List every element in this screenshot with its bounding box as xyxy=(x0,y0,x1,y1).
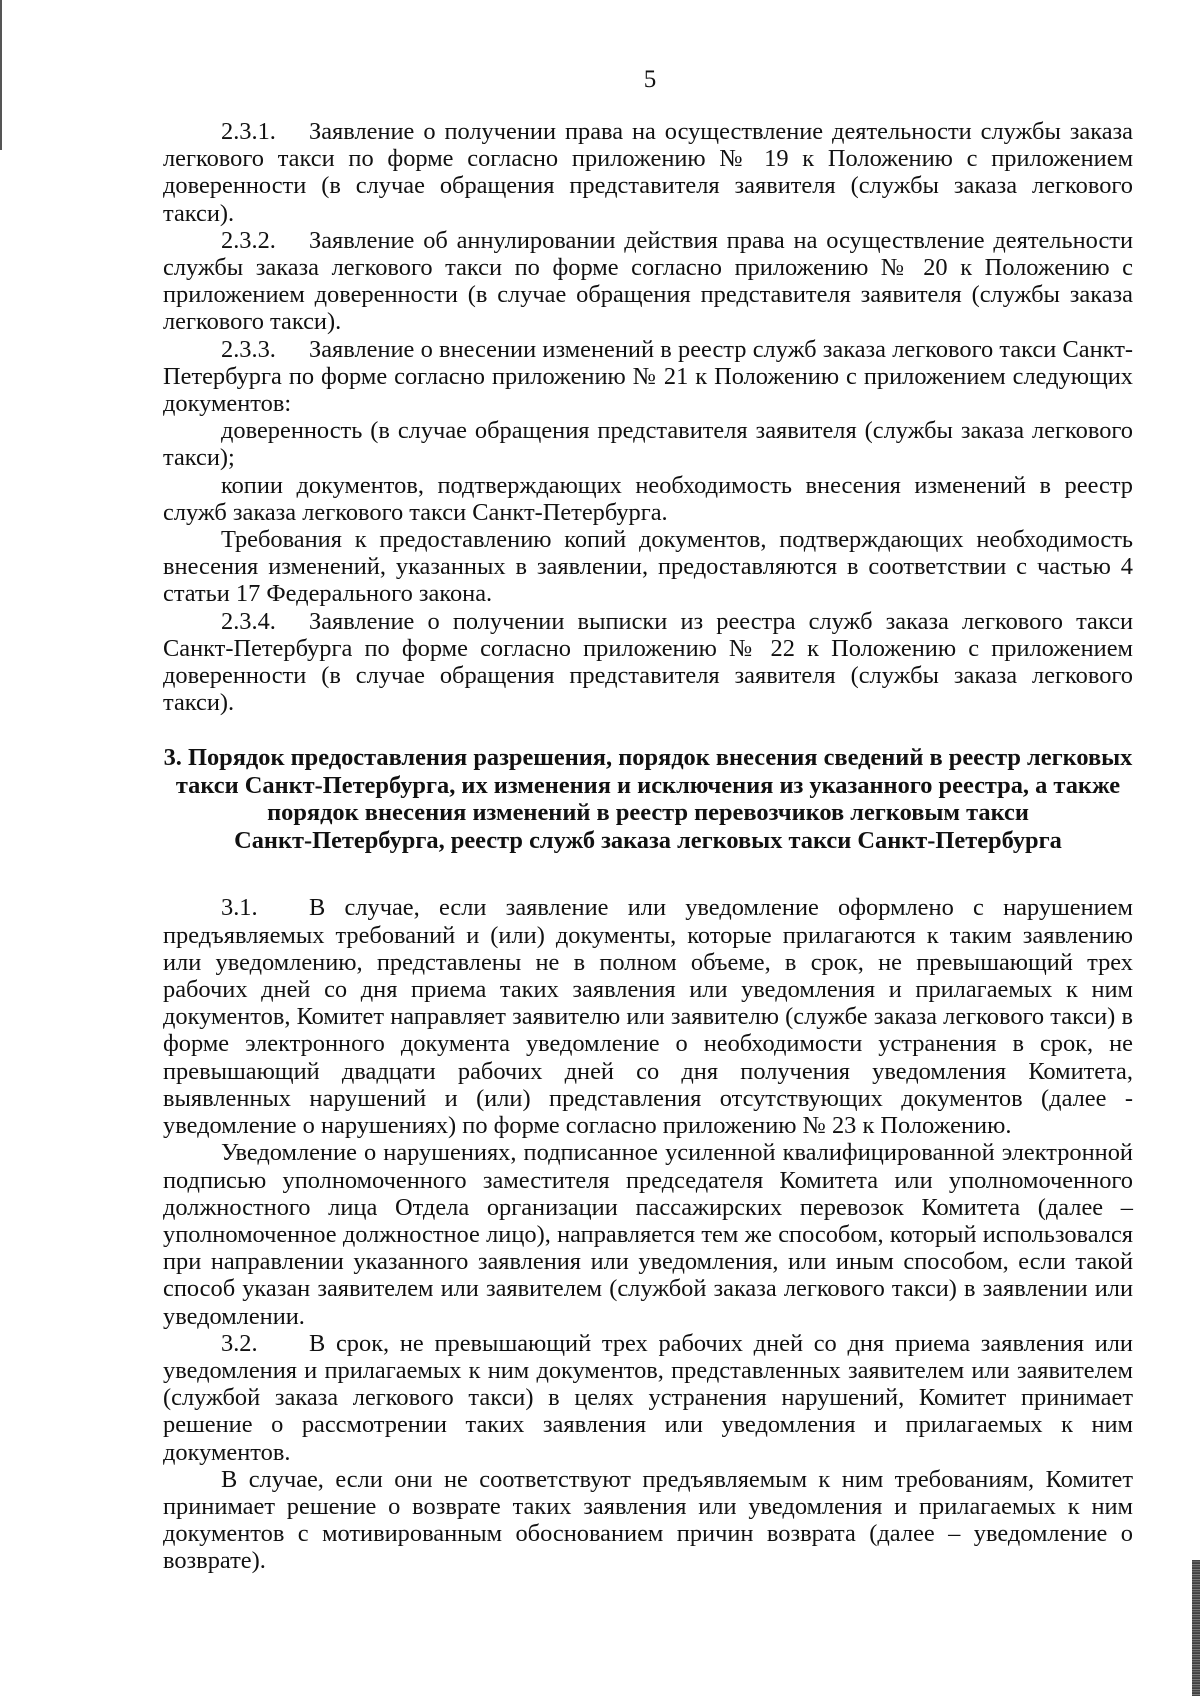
paragraph-2-3-2 xyxy=(163,227,1133,336)
paragraph-number: 3.1. xyxy=(221,894,258,922)
paragraph-text: Заявление о получении выписки из реестра служб заказа легкового такси Санкт-Петербурга по форме согласно приложению № 22 к Положению с приложением доверенности (в случае обращения представителя заявителя (службы заказа легкового такси). xyxy=(163,607,1133,717)
paragraph-return-notice xyxy=(163,1466,1133,1575)
section-3-paragraphs xyxy=(163,894,1133,1574)
paragraph-text: доверенность (в случае обращения представителя заявителя (службы заказа легкового такси); xyxy=(163,417,1133,472)
page-number: 5 xyxy=(643,66,657,93)
heading-line: Санкт-Петербурга, реестр служб заказа легковых такси Санкт-Петербурга xyxy=(234,826,1062,854)
section-2-paragraphs xyxy=(163,118,1133,716)
paragraph-text: В случае, если они не соответствуют предъявляемым к ним требованиям, Комитет принимает решение о возврате таких заявления или уведомления и прилагаемых к ним документов с мотивированным обоснованием причин возврата (далее – уведомление о возврате). xyxy=(163,1465,1133,1575)
scan-edge-right xyxy=(1192,1560,1200,1696)
paragraph-text: Заявление об аннулировании действия права на осуществление деятельности службы заказа легкового такси по форме согласно приложению № 20 к Положению с приложением доверенности (в случае обращения представителя заявителя (службы заказа легкового такси). xyxy=(163,226,1133,336)
paragraph-text: копии документов, подтверждающих необходимость внесения изменений в реестр служб заказа легкового такси Санкт-Петербурга. xyxy=(163,471,1133,526)
paragraph-text: Заявление о внесении изменений в реестр служб заказа легкового такси Санкт-Петербурга по форме согласно приложению № 21 к Положению с приложением следующих документов: xyxy=(163,335,1133,418)
paragraph-text: Уведомление о нарушениях, подписанное усиленной квалифицированной электронной подписью уполномоченного заместителя председателя Комитета или уполномоченного должностного лица Отдела организации пассажирских перевозок Комитета (далее – уполномоченное должностное лицо), направляется тем же способом, который использовался при направлении указанного заявления или уведомления, или иным способом, если такой способ указан заявителем или заявителем (службой заказа легкового такси) в заявлении или уведомлении. xyxy=(163,1139,1133,1330)
paragraph-number: 2.3.4. xyxy=(221,607,276,635)
document-body xyxy=(163,118,1133,1575)
paragraph-text: В срок, не превышающий трех рабочих дней со дня приема заявления или уведомления и прилагаемых к ним документов, представленных заявителем или заявителем (службой заказа легкового такси) в целях устранения нарушений, Комитет принимает решение о рассмотрении таких заявления или уведомления и прилагаемых к ним документов. xyxy=(163,1329,1133,1466)
paragraph-text: Заявление о получении права на осуществление деятельности службы заказа легкового такси по форме согласно приложению № 19 к Положению с приложением доверенности (в случае обращения представителя заявителя (службы заказа легкового такси). xyxy=(163,118,1133,227)
paragraph-power-of-attorney xyxy=(163,417,1133,471)
paragraph-number: 3.2. xyxy=(221,1329,258,1357)
paragraph-2-3-3 xyxy=(163,336,1133,418)
heading-line: порядок внесения изменений в реестр перевозчиков легковым такси xyxy=(267,799,1029,827)
paragraph-3-1 xyxy=(163,894,1133,1139)
paragraph-2-3-4 xyxy=(163,608,1133,717)
paragraph-number: 2.3.2. xyxy=(221,226,276,254)
heading-line: такси Санкт-Петербурга, их изменения и исключения из указанного реестра, а также xyxy=(175,771,1121,799)
heading-line: 3. Порядок предоставления разрешения, порядок внесения сведений в реестр легковых xyxy=(163,744,1133,772)
paragraph-number: 2.3.1. xyxy=(221,118,276,145)
paragraph-number: 2.3.3. xyxy=(221,335,276,363)
paragraph-2-3-1 xyxy=(163,118,1133,227)
paragraph-document-copies xyxy=(163,472,1133,526)
paragraph-violation-notice xyxy=(163,1139,1133,1329)
section-3-heading xyxy=(163,744,1133,854)
paragraph-copy-requirements xyxy=(163,526,1133,608)
paragraph-text: Требования к предоставлению копий документов, подтверждающих необходимость внесения изменений, указанных в заявлении, предоставляются в соответствии с частью 4 статьи 17 Федерального закона. xyxy=(163,526,1133,608)
paragraph-3-2 xyxy=(163,1330,1133,1466)
paragraph-text: В случае, если заявление или уведомление оформлено с нарушением предъявляемых требований и (или) документы, которые прилагаются к таким заявлению или уведомлению, представлены не в полном объеме, в срок, не превышающий трех рабочих дней со дня приема таких заявления или уведомления и прилагаемых к ним документов, Комитет направляет заявителю или заявителю (службе заказа легкового такси) в форме электронного документа уведомление о необходимости устранения в срок, не превышающий двадцати рабочих дней со дня получения уведомления Комитета, выявленных нарушений и (или) представления отсутствующих документов (далее - уведомление о нарушениях) по форме согласно приложению № 23 к Положению. xyxy=(163,894,1133,1140)
